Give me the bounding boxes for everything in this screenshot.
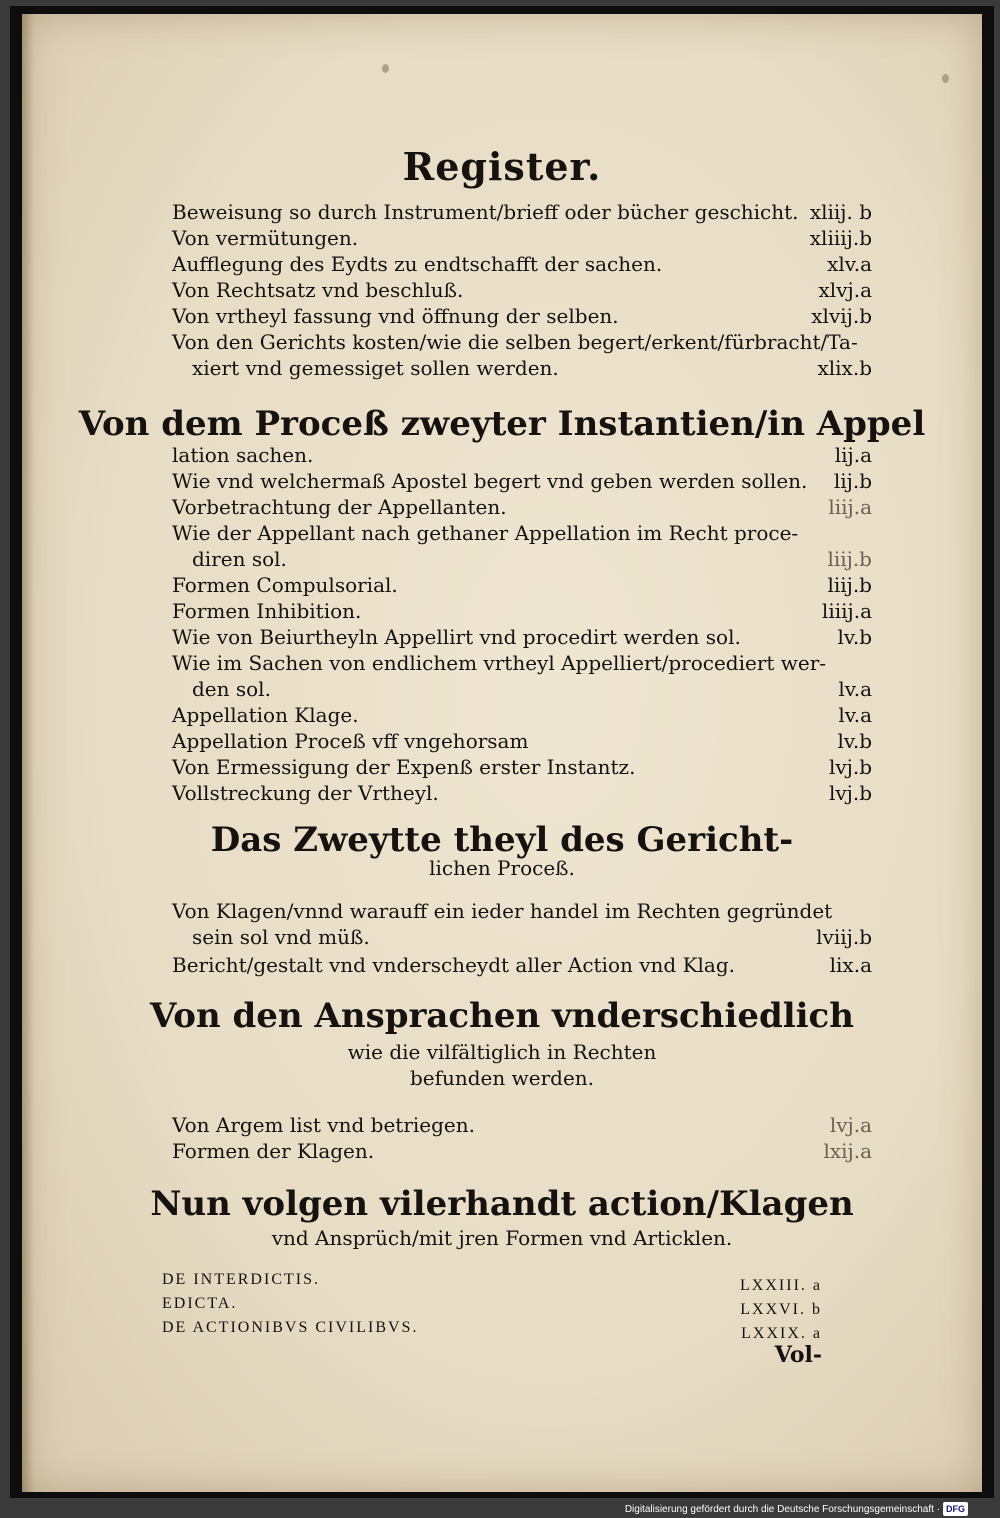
section-subheading: lichen Proceß. <box>429 856 575 880</box>
pin-hole <box>382 64 389 73</box>
register-entry: lation sachen. lij.a <box>172 443 872 467</box>
register-entry: Formen Inhibition. liiij.a <box>172 599 872 623</box>
section-subheading: wie die vilfältiglich in Rechten <box>347 1040 657 1064</box>
register-entry: Von vermütungen. xliiij.b <box>172 226 872 250</box>
latin-entry-ref: LXXIII. a <box>740 1277 822 1294</box>
register-entry: Von Rechtsatz vnd beschluß. xlvj.a <box>172 278 872 302</box>
register-entry: Von vrtheyl fassung vnd öffnung der selben. xlvij.b <box>172 304 872 328</box>
latin-entry: DE ACTIONIBVS CIVILIBVS. <box>162 1319 419 1336</box>
section-subheading: vnd Ansprüch/mit jren Formen vnd Articklen. <box>271 1226 733 1250</box>
page-title: Register. <box>402 144 602 189</box>
register-entry-continuation: xiert vnd gemessiget sollen werden. xlix.b <box>192 356 872 380</box>
register-entry-continuation: den sol. lv.a <box>192 677 872 701</box>
register-entry: Formen der Klagen. lxij.a <box>172 1139 872 1163</box>
register-entry: Vollstreckung der Vrtheyl. lvj.b <box>172 781 872 805</box>
register-entry: Wie von Beiurtheyln Appellirt vnd procedirt werden sol. lv.b <box>172 625 872 649</box>
register-entry: Appellation Proceß vff vngehorsam lv.b <box>172 729 872 753</box>
register-entry: Von Klagen/vnnd warauff ein ieder handel im Rechten gegründet <box>172 899 833 923</box>
latin-entry: EDICTA. <box>162 1295 238 1312</box>
dfg-logo: DFG <box>943 1502 968 1516</box>
section-heading: Von dem Proceß zweyter Instantien/in Appel <box>78 404 926 444</box>
latin-entry-ref: LXXVI. b <box>740 1301 822 1318</box>
register-entry: Bericht/gestalt vnd vnderscheydt aller Action vnd Klag. lix.a <box>172 953 872 977</box>
digitization-footer <box>625 1502 968 1516</box>
pin-hole <box>942 74 949 83</box>
register-entry: Von den Gerichts kosten/wie die selben begert/erkent/fürbracht/Ta- <box>172 330 858 354</box>
register-entry: Formen Compulsorial. liij.b <box>172 573 872 597</box>
section-heading: Von den Ansprachen vnderschiedlich <box>150 996 854 1036</box>
register-entry-continuation: diren sol. liij.b <box>192 547 872 571</box>
section-subheading: befunden werden. <box>409 1066 595 1090</box>
register-entry: Wie vnd welchermaß Apostel begert vnd geben werden sollen. lij.b <box>172 469 872 493</box>
register-entry: Von Ermessigung der Expenß erster Instantz. lvj.b <box>172 755 872 779</box>
section-heading: Das Zweytte theyl des Gericht- <box>210 820 794 860</box>
catchword: Vol- <box>774 1342 822 1368</box>
footer-text: Digitalisierung gefördert durch die Deutsche Forschungsgemeinschaft · <box>624 1504 940 1515</box>
latin-entry-ref: LXXIX. a <box>741 1325 822 1342</box>
register-entry: Von Argem list vnd betriegen. lvj.a <box>172 1113 872 1137</box>
latin-entry: DE INTERDICTIS. <box>162 1271 320 1288</box>
register-entry-continuation: sein sol vnd müß. lviij.b <box>192 925 872 949</box>
register-entry: Wie der Appellant nach gethaner Appellation im Recht proce- <box>172 521 799 545</box>
register-entry: Aufflegung des Eydts zu endtschafft der sachen. xlv.a <box>172 252 872 276</box>
document-page <box>22 14 982 1492</box>
register-entry: Appellation Klage. lv.a <box>172 703 872 727</box>
register-entry: Wie im Sachen von endlichem vrtheyl Appelliert/procediert wer- <box>172 651 827 675</box>
register-entry: Beweisung so durch Instrument/brieff oder bücher geschicht. xliij. b <box>172 200 872 224</box>
section-heading: Nun volgen vilerhandt action/Klagen <box>150 1184 854 1224</box>
register-entry: Vorbetrachtung der Appellanten. liij.a <box>172 495 872 519</box>
